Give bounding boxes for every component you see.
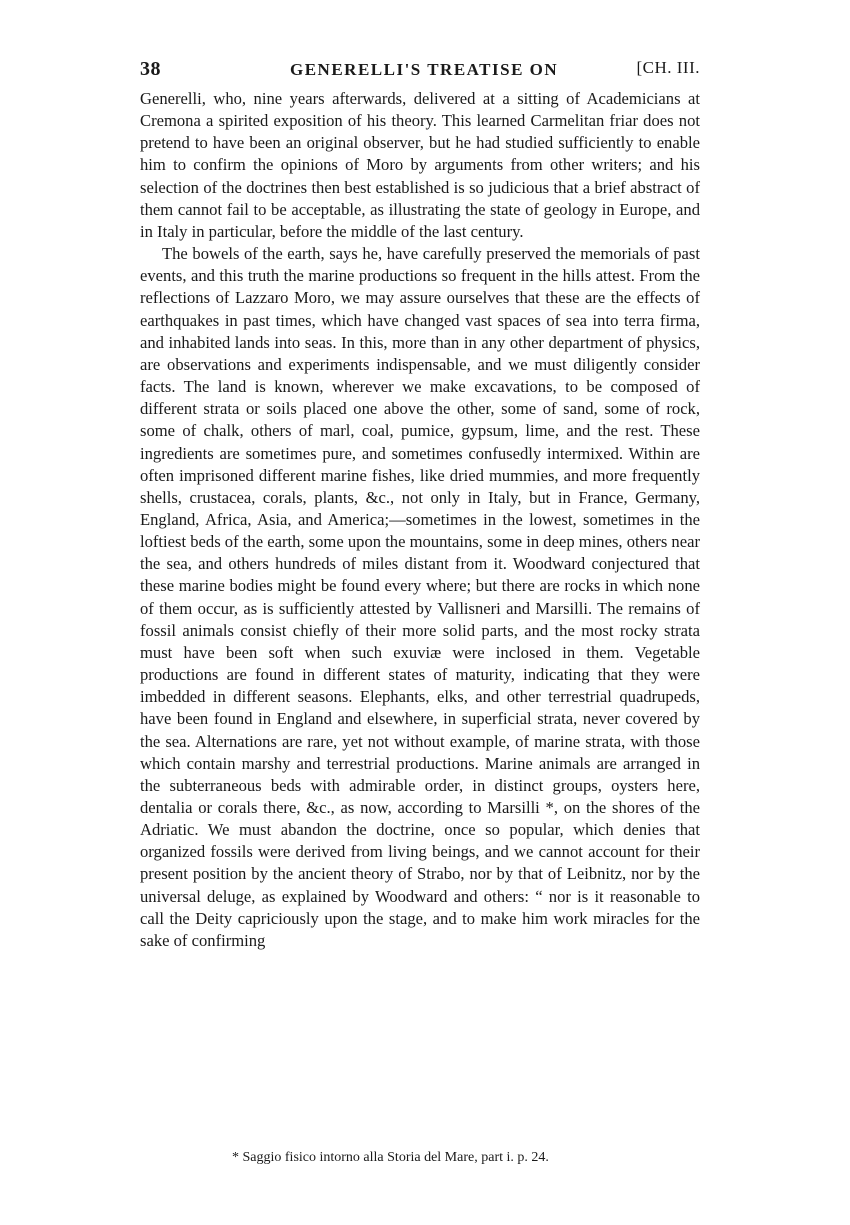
body-text	[140, 88, 700, 952]
running-head	[140, 58, 700, 88]
page-number: 38	[140, 58, 161, 80]
chapter-label: [CH. III.	[636, 58, 700, 77]
paragraph-main: The bowels of the earth, says he, have carefully preserved the memorials of past events, and this truth the marine productions so frequent in the hills attest. From the reflections of Lazzaro Moro, we may assure ourselves that these are the effects of earthquakes in past times, which have changed vast spaces of sea into terra firma, and inhabited lands into seas. In this, more than in any other department of physics, are observations and experiments indispensable, and we must diligently consider facts. The land is known, wherever we make excavations, to be composed of different strata or soils placed one above the other, some of sand, some of rock, some of chalk, others of marl, coal, pumice, gypsum, lime, and the rest. These ingredients are sometimes pure, and sometimes confusedly intermixed. Within are often imprisoned different marine fishes, like dried mummies, and more frequently shells, crustacea, corals, plants, &c., not only in Italy, but in France, Germany, England, Africa, Asia, and America;—sometimes in the lowest, sometimes in the loftiest beds of the earth, some upon the mountains, some in deep mines, others near the sea, and others hundreds of miles distant from it. Woodward conjectured that these marine bodies might be found every where; but there are rocks in which none of them occur, as is sufficiently attested by Vallisneri and Marsilli. The remains of fossil animals consist chiefly of their more solid parts, and the most rocky strata must have been soft when such exuviæ were inclosed in them. Vegetable productions are found in different states of maturity, indicating that they were imbedded in different seasons. Elephants, elks, and other terrestrial quadrupeds, have been found in England and elsewhere, in superficial strata, never covered by the sea. Alternations are rare, yet not without example, of marine strata, with those which contain marshy and terrestrial productions. Marine animals are arranged in the subterraneous beds with admirable order, in distinct groups, oysters here, dentalia or corals there, &c., as now, according to Marsilli *, on the shores of the Adriatic. We must abandon the doctrine, once so popular, which denies that organized fossils were derived from living beings, and we cannot account for their present position by the ancient theory of Strabo, nor by that of Leibnitz, nor by the universal deluge, as explained by Woodward and others: “ nor is it reasonable to call the Deity capriciously upon the stage, and to make him work miracles for the sake of confirming	[140, 244, 700, 950]
paragraph-continuation: Generelli, who, nine years afterwards, delivered at a sitting of Academicians at Cremona a spirited exposition of his theory. This learned Carmelitan friar does not pretend to have been an original observer, but he had studied sufficiently to enable him to confirm the opinions of Moro by arguments from other writers; and his selection of the doctrines then best established is so judicious that a brief abstract of them cannot fail to be acceptable, as illustrating the state of geology in Europe, and in Italy in particular, before the middle of the last century.	[140, 89, 700, 241]
book-page	[140, 58, 700, 952]
running-title: GENERELLI'S TREATISE ON	[290, 60, 559, 79]
footnote: * Saggio fisico intorno alla Storia del Mare, part i. p. 24.	[232, 1150, 549, 1165]
